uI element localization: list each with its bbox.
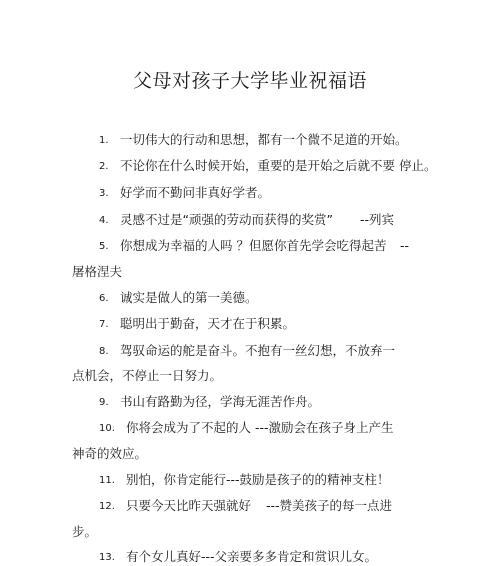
item-text: 好学而不勤问非真好学者。 [120, 185, 271, 200]
item-text: 驾驭命运的舵是奋斗。不抱有一丝幻想，不放弃一 [120, 343, 396, 358]
item-attribution: --列宾 [360, 212, 395, 227]
item-number: 3. [99, 188, 109, 199]
item-attribution: -- [400, 238, 410, 253]
item-text: 不论你在什么时候开始，重要的是开始之后就不要 停止。 [120, 158, 437, 173]
item-number: 10. [99, 423, 115, 434]
item-text: 书山有路勤为径，学海无涯苦作舟。 [120, 394, 321, 409]
item-number: 9. [99, 397, 109, 408]
item-text-continuation: 点机会，不停止一日努力。 [72, 368, 223, 383]
item-text: 别怕，你肯定能行---鼓励是孩子的的精神支柱！ [126, 472, 390, 487]
item-text: 你想成为幸福的人吗 ？但愿你首先学会吃得起苦 [120, 238, 387, 253]
item-number: 8. [99, 346, 109, 357]
item-text-continuation: 神奇的效应。 [72, 446, 148, 461]
item-text: 有个女儿真好---父亲要多多肯定和赏识儿女。 [126, 549, 378, 564]
item-number: 4. [99, 215, 109, 226]
document-title: 父母对孩子大学毕业祝福语 [132, 70, 367, 92]
item-attribution: ---赞美孩子的每一点进 [266, 498, 393, 513]
item-number: 6. [99, 293, 109, 304]
item-number: 7. [99, 319, 109, 330]
item-text: 聪明出于勤奋，天才在于积累。 [120, 316, 296, 331]
item-text: 诚实是做人的第一美德。 [120, 290, 258, 305]
item-text: 只要今天比昨天强就好 [126, 498, 252, 513]
item-number: 5. [99, 241, 109, 252]
item-number: 12. [99, 501, 115, 512]
item-number: 11. [99, 475, 115, 486]
item-number: 13. [99, 552, 115, 563]
item-text: 你将会成为了不起的人 ---激励会在孩子身上产生 [126, 420, 394, 435]
item-text-continuation: 屠格涅夫 [72, 264, 123, 279]
item-text: 一切伟大的行动和思想，都有一个微不足道的开始。 [120, 132, 408, 147]
item-text-continuation: 步。 [72, 524, 98, 539]
item-number: 1. [99, 135, 109, 146]
item-number: 2. [99, 161, 109, 172]
item-text: 灵感不过是“顽强的劳动而获得的奖赏” [120, 212, 333, 227]
